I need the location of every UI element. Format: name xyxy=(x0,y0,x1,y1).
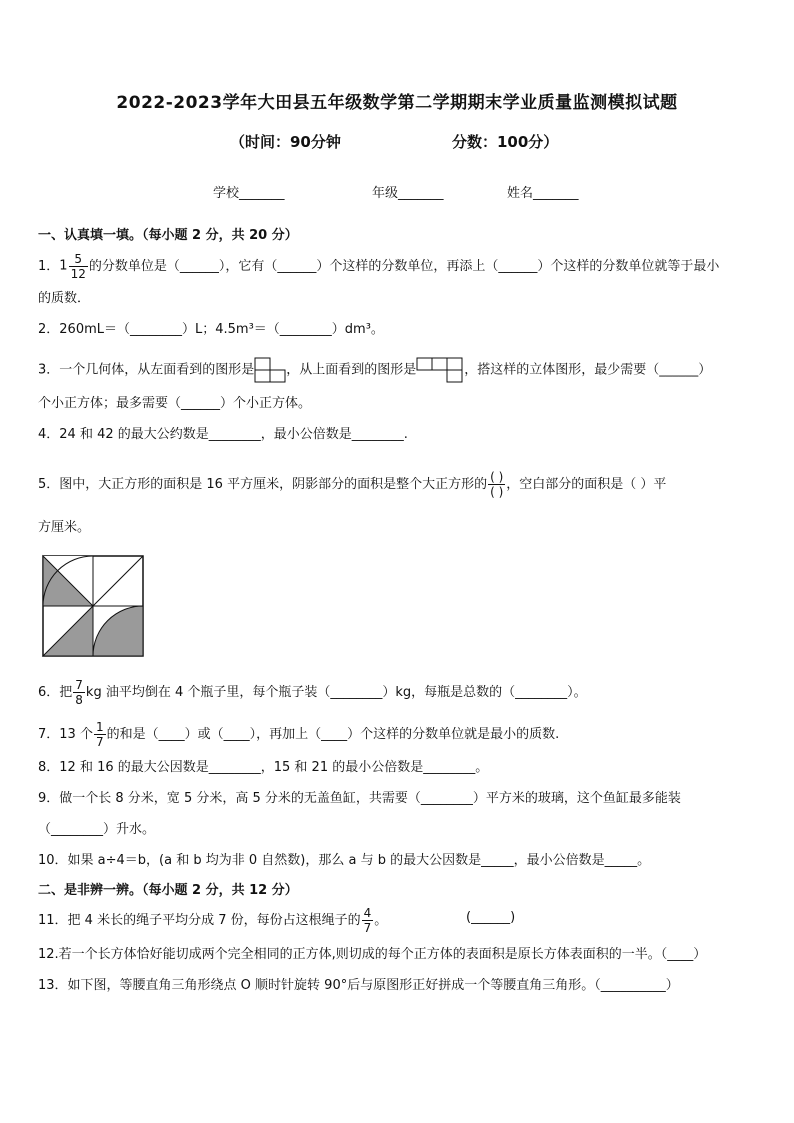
q6-frac-den: 8 xyxy=(75,693,83,707)
question-4: 4．24 和 42 的最大公约数是________，最小公倍数是________. xyxy=(38,427,408,442)
q5-fraction xyxy=(488,470,505,499)
question-13: 13．如下图，等腰直角三角形绕点 O 顺时针旋转 90°后与原图形正好拼成一个等腰直角三角形。（__________） xyxy=(38,978,679,993)
q3-text-c: ，搭这样的立体图形，最少需要（______） xyxy=(464,362,712,378)
q5-frac-den: ( ) xyxy=(490,485,504,499)
q7-text-b: 的和是（____）或（____），再加上（____）个这样的分数单位就是最小的质数. xyxy=(106,727,560,742)
question-5 xyxy=(38,470,666,499)
q1-text: 的分数单位是（______），它有（______）个这样的分数单位，再添上（______）个这样的分数单位就等于最小 xyxy=(88,259,720,274)
q1-frac-num: 5 xyxy=(69,252,88,267)
question-7 xyxy=(38,720,559,749)
q6-fraction xyxy=(73,678,85,707)
q11-fraction xyxy=(362,906,374,935)
question-3 xyxy=(38,357,711,383)
q7-text-a: 7．13 个 xyxy=(38,727,93,742)
q1-frac-den: 12 xyxy=(70,267,86,281)
q3-text-a: 3．一个几何体，从左面看到的图形是 xyxy=(38,362,255,378)
exam-score: 分数：100分） xyxy=(452,133,559,151)
q6-text-a: 6．把 xyxy=(38,685,73,700)
section-2-title: 二、是非辨一辨。（每小题 2 分，共 12 分） xyxy=(38,883,298,898)
q5-text-b: ，空白部分的面积是（ ）平 xyxy=(506,477,667,492)
q5-text-a: 5．图中，大正方形的面积是 16 平方厘米，阴影部分的面积是整个大正方形的 xyxy=(38,477,488,492)
q11-answer-paren: (______) xyxy=(466,910,516,925)
q6-text-b: kg 油平均倒在 4 个瓶子里，每个瓶子装（________）kg，每瓶是总数的（________）。 xyxy=(85,685,587,700)
q11-text-b: 。 xyxy=(374,913,388,928)
q11-text-a: 11．把 4 米长的绳子平均分成 7 份，每份占这根绳子的 xyxy=(38,913,361,928)
q5-frac-num: ( ) xyxy=(490,470,504,484)
square-shaded-figure xyxy=(42,555,146,659)
q3-text-b: ，从上面看到的图形是 xyxy=(286,362,417,378)
exam-time: （时间：90分钟 xyxy=(230,133,341,151)
q7-fraction xyxy=(94,720,106,749)
q11-frac-num: 4 xyxy=(363,906,372,920)
question-11 xyxy=(38,906,387,935)
question-1 xyxy=(38,252,719,281)
q11-frac-den: 7 xyxy=(363,921,372,935)
question-9: 9．做一个长 8 分米，宽 5 分米，高 5 分米的无盖鱼缸，共需要（________）平方米的玻璃，这个鱼缸最多能装 xyxy=(38,791,681,806)
question-10: 10．如果 a÷4＝b，(a 和 b 均为非 0 自然数)，那么 a 与 b 的最大公因数是_____，最小公倍数是_____。 xyxy=(38,853,651,868)
question-8: 8．12 和 16 的最大公因数是________，15 和 21 的最小公倍数是________。 xyxy=(38,760,489,775)
page-title: 2022-2023学年大田县五年级数学第二学期期末学业质量监测模拟试题 xyxy=(116,93,678,113)
top-view-icon xyxy=(416,357,464,383)
question-12: 12.若一个长方体恰好能切成两个完全相同的正方体,则切成的每个正方体的表面积是原长方体表面积的一半。（____） xyxy=(38,947,707,962)
q1-fraction xyxy=(69,252,88,281)
q7-frac-den: 7 xyxy=(95,735,104,749)
grade-field: 年级_______ xyxy=(372,186,444,201)
question-2: 2．260mL＝（________）L；4.5m³＝（________）dm³。 xyxy=(38,322,384,337)
q7-frac-num: 1 xyxy=(95,720,104,734)
question-9-cont: （________）升水。 xyxy=(38,822,156,837)
q1-whole: 1 xyxy=(59,258,68,274)
question-6 xyxy=(38,678,587,707)
school-field: 学校_______ xyxy=(213,186,285,201)
name-field: 姓名_______ xyxy=(507,186,579,201)
left-view-icon xyxy=(254,357,286,383)
question-1-cont: 的质数． xyxy=(38,291,91,306)
section-1-title: 一、认真填一填。（每小题 2 分，共 20 分） xyxy=(38,228,298,243)
q1-number: 1． xyxy=(38,259,60,274)
q6-frac-num: 7 xyxy=(75,678,83,692)
question-3-cont: 个小正方体；最多需要（______）个小正方体。 xyxy=(38,396,312,411)
question-5-cont: 方厘米。 xyxy=(38,520,91,535)
